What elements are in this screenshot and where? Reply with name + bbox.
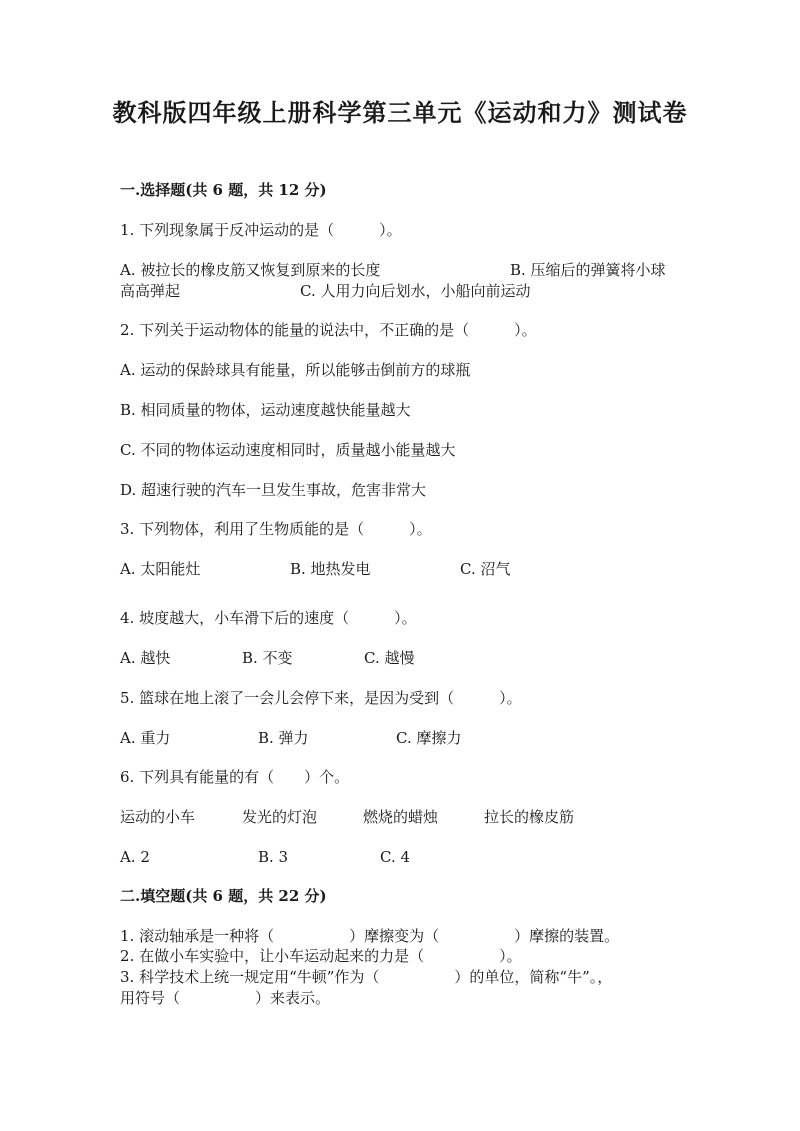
question-1-option-c: C. 人用力向后划水，小船向前运动 [300, 282, 531, 300]
fill-question-3: 3. 科学技术上统一规定用“牛顿”作为（ ）的单位，简称“牛”。， [120, 968, 613, 986]
question-6-item: 发光的灯泡 [242, 808, 318, 826]
question-6-item: 拉长的橡皮筋 [484, 808, 575, 826]
question-5-stem: 5. 篮球在地上滚了一会儿会停下来，是因为受到（ ）。 [120, 689, 522, 707]
question-6-stem: 6. 下列具有能量的有（ ）个。 [120, 768, 350, 786]
question-6-option-a: A. 2 [120, 848, 150, 866]
question-3-stem: 3. 下列物体，利用了生物质能的是（ ）。 [120, 520, 432, 538]
question-2-option-d: D. 超速行驶的汽车一旦发生事故，危害非常大 [120, 481, 427, 499]
question-2-stem: 2. 下列关于运动物体的能量的说法中，不正确的是（ ）。 [120, 321, 537, 339]
question-3-option-b: B. 地热发电 [290, 560, 371, 578]
question-4-option-a: A. 越快 [120, 649, 171, 667]
question-6-option-c: C. 4 [380, 848, 411, 866]
section-heading-fill: 二.填空题(共 6 题，共 22 分) [120, 887, 327, 905]
question-5-option-a: A. 重力 [120, 729, 171, 747]
question-1-option-a: A. 被拉长的橡皮筋又恢复到原来的长度 [120, 261, 381, 279]
section-heading-choice: 一.选择题(共 6 题，共 12 分) [120, 181, 327, 199]
fill-question-2: 2. 在做小车实验中，让小车运动起来的力是（ ）。 [120, 947, 522, 965]
question-2-option-b: B. 相同质量的物体，运动速度越快能量越大 [120, 401, 411, 419]
fill-question-3-cont: 用符号（ ）来表示。 [120, 989, 331, 1007]
question-6-item: 运动的小车 [120, 808, 196, 826]
question-4-option-c: C. 越慢 [364, 649, 415, 667]
fill-question-1: 1. 滚动轴承是一种将（ ）摩擦变为（ ）摩擦的装置。 [120, 927, 620, 945]
question-5-option-b: B. 弹力 [258, 729, 309, 747]
question-1-stem: 1. 下列现象属于反冲运动的是（ ）。 [120, 221, 402, 239]
question-3-option-c: C. 沼气 [460, 560, 511, 578]
question-4-option-b: B. 不变 [242, 649, 293, 667]
question-6-option-b: B. 3 [258, 848, 289, 866]
page-title: 教科版四年级上册科学第三单元《运动和力》测试卷 [112, 98, 688, 127]
question-3-option-a: A. 太阳能灶 [120, 560, 201, 578]
question-2-option-a: A. 运动的保龄球具有能量，所以能够击倒前方的球瓶 [120, 361, 471, 379]
question-5-option-c: C. 摩擦力 [396, 729, 462, 747]
question-6-item: 燃烧的蜡烛 [363, 808, 439, 826]
question-4-stem: 4. 坡度越大，小车滑下后的速度（ ）。 [120, 609, 417, 627]
question-1-option-b-cont: 高高弹起 [120, 282, 181, 300]
question-1-option-b: B. 压缩后的弹簧将小球 [510, 261, 666, 279]
question-2-option-c: C. 不同的物体运动速度相同时，质量越小能量越大 [120, 441, 456, 459]
